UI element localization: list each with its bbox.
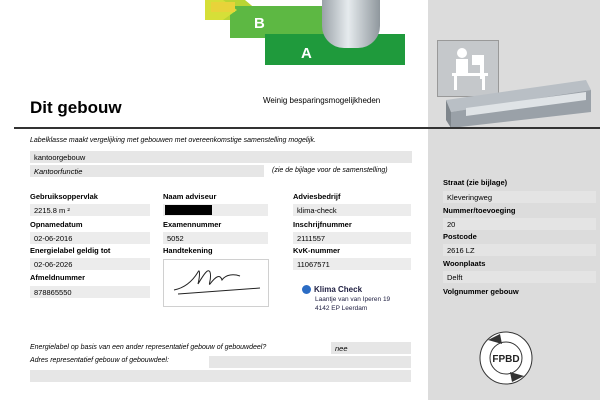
representative-question: Energielabel op basis van een ander representatief gebouw of gebouwdeel? (30, 344, 267, 351)
handtekening-label: Handtekening (163, 246, 213, 255)
opnamedatum-value: 02-06-2016 (30, 232, 150, 244)
inschrijfnummer-label: Inschrijfnummer (293, 220, 352, 229)
building-photo (322, 0, 380, 48)
geldig-tot-value: 02-06-2026 (30, 258, 150, 270)
naam-adviseur-label: Naam adviseur (163, 192, 217, 201)
adviesbedrijf-label: Adviesbedrijf (293, 192, 341, 201)
gebruiksoppervlak-label: Gebruiksoppervlak (30, 192, 98, 201)
signature-box (163, 259, 269, 307)
woonplaats-label: Woonplaats (443, 259, 486, 268)
label-letter-a: A (301, 45, 312, 62)
afmeldnummer-label: Afmeldnummer (30, 273, 86, 282)
intro-text: Labelklasse maakt vergelijking met gebouwen met overeenkomstige samenstelling mogelijk. (30, 137, 316, 144)
function-note: (zie de bijlage voor de samenstelling) (272, 167, 388, 174)
label-letter-b: B (254, 15, 265, 32)
fpbd-seal (478, 330, 534, 386)
energy-label-graphic (175, 0, 420, 82)
volgnummer-label: Volgnummer gebouw (443, 287, 519, 296)
adviesbedrijf-value: klima-check (293, 204, 411, 216)
straat-label: Straat (zie bijlage) (443, 178, 508, 187)
page-title: Dit gebouw (30, 98, 122, 117)
woonplaats-value: Delft (443, 271, 596, 283)
redacted-name-block (165, 205, 212, 215)
header-divider (14, 127, 600, 129)
klima-check-logo-icon (302, 285, 311, 294)
geldig-tot-label: Energielabel geldig tot (30, 246, 111, 255)
opnamedatum-label: Opnamedatum (30, 220, 83, 229)
kvk-value: 11067571 (293, 258, 411, 270)
building-function: Kantoorfunctie (30, 165, 264, 177)
examennummer-value: 5052 (163, 232, 268, 244)
representative-address-label: Adres representatief gebouw of gebouwdeel: (30, 357, 169, 364)
gebruiksoppervlak-value: 2215.8 m ² (30, 204, 150, 216)
representative-answer: nee (331, 342, 411, 354)
svg-text:FPBD: FPBD (492, 354, 520, 365)
straat-value: Kleveringweg (443, 191, 596, 203)
inschrijfnummer-value: 2111557 (293, 232, 411, 244)
representative-address-field (209, 356, 411, 368)
savings-text: Weinig besparingsmogelijkheden (263, 96, 381, 105)
office-building-icon (436, 70, 596, 130)
representative-address-field-2 (30, 370, 411, 382)
nummer-value: 20 (443, 218, 596, 230)
kvk-label: KvK-nummer (293, 246, 341, 255)
label-bar-b (230, 6, 335, 38)
postcode-label: Postcode (443, 232, 477, 241)
postcode-value: 2616 LZ (443, 244, 596, 256)
examennummer-label: Examennummer (163, 220, 222, 229)
klima-check-address-line2: 4142 EP Leerdam (315, 305, 368, 312)
nummer-label: Nummer/toevoeging (443, 206, 516, 215)
klima-check-address-line1: Laantje van van Iperen 19 (315, 296, 391, 303)
building-type: kantoorgebouw (30, 151, 412, 163)
signature-image (164, 260, 268, 306)
afmeldnummer-value: 878865550 (30, 286, 150, 298)
klima-check-logo: Klima Check (314, 285, 363, 294)
